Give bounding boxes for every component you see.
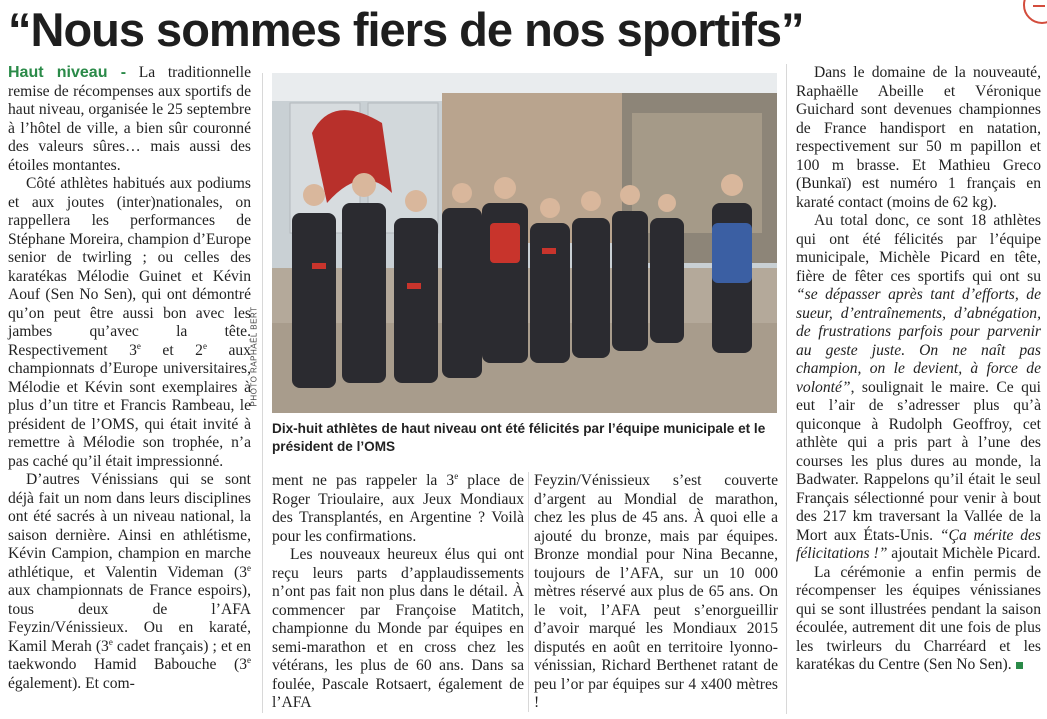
column-4 <box>796 64 1041 675</box>
paragraph: Les nouveaux heureux élus qui ont reçu leurs parts d’applaudissements n’ont pas fait non plus dans le détail. À commencer par Françoise Matitch, championne du Monde par équipes en semi-marathon et en cross chez les vétérans, les plus de 60 ans. Dans sa foulée, Pascale Rotsaert, également de l’AFA <box>272 546 524 711</box>
paragraph <box>8 175 251 471</box>
paragraph <box>8 471 251 693</box>
section-lead: Haut niveau - <box>8 64 127 81</box>
paragraph-text: cadet français) ; et en taekwondo Hamid Babouche (3 <box>8 637 251 673</box>
photo-caption: Dix-huit athlètes de haut niveau ont été félicités par l’équipe municipale et le président de l’OMS <box>272 421 766 454</box>
ordinal-sup: e <box>247 562 251 573</box>
paragraph-text: et 2 <box>140 341 203 359</box>
column-divider <box>528 472 529 712</box>
paragraph-text: La traditionnelle remise de récompenses aux sportifs de haut niveau, organisée le 25 septembre à l’hôtel de ville, a bien sûr couronné des valeurs sûres… mais aussi des étoiles montantes. <box>8 64 251 174</box>
paragraph: Dans le domaine de la nouveauté, Raphaëlle Abeille et Véronique Guichard sont devenues championnes de France handisport en natation, respectivement sur 50 m papillon et 100 m brasse. Et Mathieu Greco (Bunkaï) est numéro 1 français en karaté contact (moins de 62 kg). <box>796 64 1041 211</box>
paragraph-text: place de Roger Trioulaire, aux Jeux Mondiaux des Transplantés, en Argentine ? Voilà pour les confirmations. <box>272 472 524 545</box>
column-divider <box>786 64 787 714</box>
column-2 <box>272 472 524 713</box>
paragraph-text: ajoutait Michèle Picard. <box>887 545 1041 562</box>
column-3 <box>534 472 778 713</box>
paragraph-text: D’autres Vénissians qui se sont déjà fait un nom dans leurs disciplines ont été sacrés à un niveau national, la saison dernière. Ainsi en athlétisme, Kévin Campion, champion en marche athlétique, et Valentin Videman (3 <box>8 471 251 581</box>
ordinal-sup: e <box>202 340 207 351</box>
paragraph-text: ment ne pas rappeler la 3 <box>272 472 455 489</box>
paragraph-text: aux championnats d’Europe universitaires, Mélodie et Kévin sont exemplaires à plus d’un titre et Francis Rambeau, le président de l’OMS, qui était invité à remettre à Mélodie son trophée, n’a pas caché qu’il était impressionné. <box>8 341 251 470</box>
paragraph-text: , soulignait le maire. Ce qui eut l’air de s’adresser plus qu’à quiconque à Rudolph Geoffroy, cet athlète qui a pris part à l’une des courses les plus dures au monde, la Badwater. Rappelons qu’il était le seul Français sélectionné pour venir à bout des 217 km traversant la Vallée de la Mort aux États-Unis. <box>796 378 1041 544</box>
paragraph-text: La cérémonie a enfin permis de récompenser les équipes vénissianes qui se sont illustrées pendant la saison écoulée, autrement dit une fois de plus les twirleurs du Charréard et les karatékas du Centre (Sen No Sen). <box>796 563 1041 673</box>
mayor-quote: “Ça mérite des félicitations !” <box>796 526 1041 562</box>
photo-credit <box>249 300 270 420</box>
paragraph-text: également). Et com- <box>8 674 135 692</box>
end-of-article-mark <box>1016 662 1023 669</box>
photo-credit-text: PHOTO RAPHAËL BERT <box>249 306 259 407</box>
ordinal-sup: e <box>247 654 251 665</box>
headline: “Nous sommes fiers de nos sportifs” <box>8 3 804 56</box>
ordinal-sup: e <box>454 470 459 481</box>
group-photo-illustration <box>272 73 777 413</box>
paragraph <box>796 212 1041 564</box>
paragraph: Feyzin/Vénissieux s’est couverte d’argent au Mondial de marathon, chez les plus de 45 ans. À quoi elle a ajouté du bronze, mais par équipes. Bronze mondial pour Nina Becanne, toujours de l’AFA, sur un 10 000 mètres réservé aux plus de 65 ans. On le voit, l’AFA peut s’enorgueillir d’avoir marqué les Mondiaux 2015 disputés en août en territoire lyonno-vénissian, Richard Berthenet ratant de peu l’or par équipes sur 4 x400 mètres ! <box>534 472 778 711</box>
paragraph-text: aux championnats de France espoirs), tous deux de l’AFA Feyzin/Vénissieux. Ou en karaté, Kamil Merah (3 <box>8 582 251 655</box>
paragraph <box>272 472 524 546</box>
ordinal-sup: e <box>136 340 141 351</box>
paragraph <box>796 564 1041 675</box>
page-corner-icon <box>1023 0 1047 24</box>
paragraph-text: Côté athlètes habitués aux podiums et aux joutes (inter)nationales, on rappellera les performances de Stéphane Moreira, champion d’Europe senior de twirling ; ou celles des karatékas Mélodie Guinet et Kévin Aouf (Sen No Sen), qui ont démontré qu’on peut être aussi bon avec les jambes qu’avec la tête. Respectivement 3 <box>8 175 251 359</box>
mayor-quote: “se dépasser après tant d’efforts, de sueur, d’entraînements, d’abnégation, de frustrations parfois pour parvenir au geste juste. On ne naît pas champion, on le devient, à force de volonté” <box>796 286 1041 396</box>
column-1 <box>8 64 251 693</box>
ordinal-sup: e <box>108 636 113 647</box>
paragraph <box>8 64 251 175</box>
group-photo <box>272 73 777 413</box>
paragraph-text: Au total donc, ce sont 18 athlètes qui ont été félicités par l’équipe municipale, Michèle Picard en tête, fière de fêter ces sportifs qui ont su <box>796 212 1041 285</box>
